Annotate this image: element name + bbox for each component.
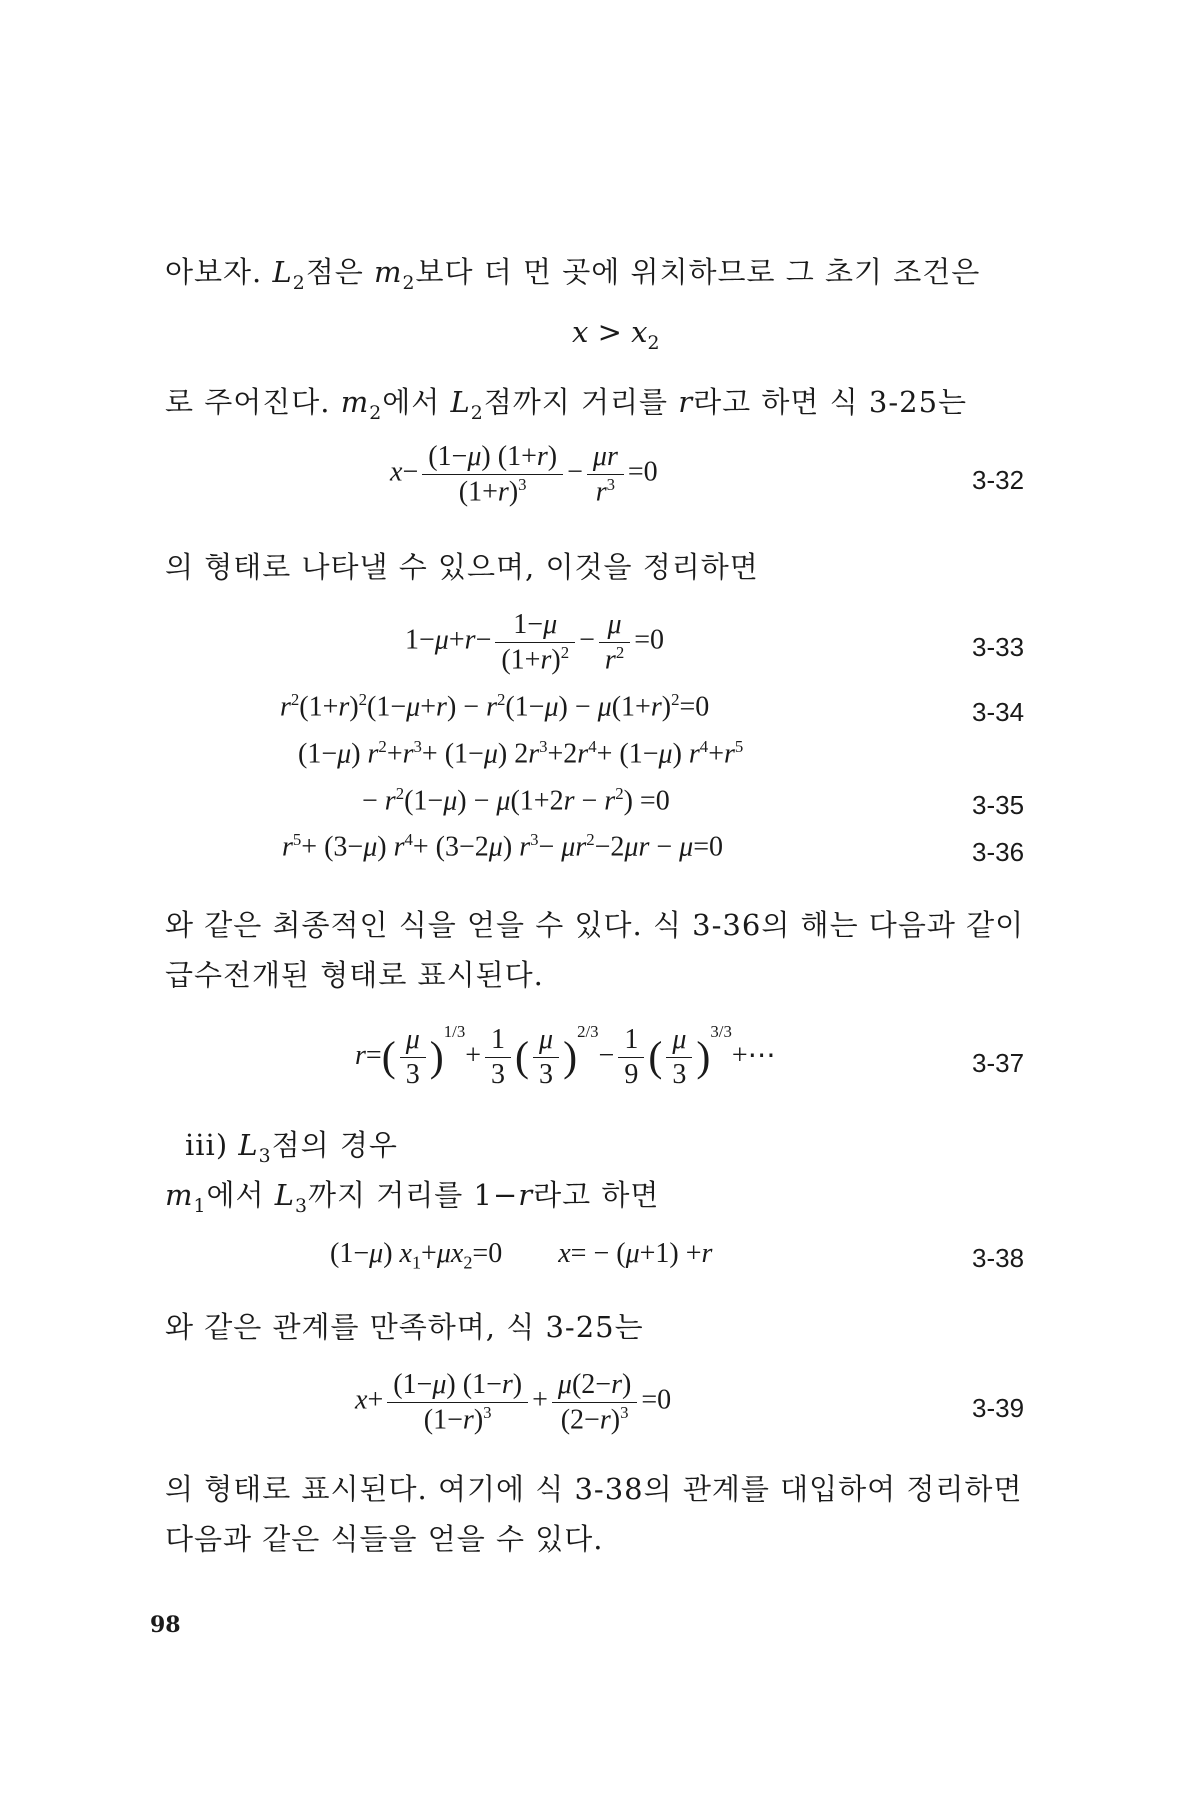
equation-3-38: (1−μ) $x_1+\mu x_2=0$ x= − (μ+1) +r (330, 1238, 713, 1273)
equation-number: 3-35 (972, 790, 1025, 820)
text-line-10: 다음과 같은 식들을 얻을 수 있다. (165, 1522, 604, 1556)
equation-3-32: x− $\frac{(1-\mu) (1+r)}{(1+r)^3}$ − $\frac{\mu r}{r^3}$ =0 (390, 441, 658, 507)
page-number: 98 (150, 1612, 181, 1638)
text-span: iii) (185, 1128, 239, 1162)
text-line-8: 와 같은 관계를 만족하며, 식 3-25는 (165, 1310, 644, 1344)
equation-number: 3-38 (972, 1243, 1025, 1273)
equation-3-36: $r^5+ (3-\mu)$ $r^4+ (3-2\mu)$ $r^3- \mu r^2-2\mu r - \mu=0$ (282, 830, 724, 863)
text-line-2: 로 주어진다. $m_2$에서 $L_2$점까지 거리를 r라고 하면 식 3-25는 (165, 385, 968, 424)
equation-3-33: 1−μ+r− $\frac{1-\mu}{(1+r)^2}$ − $\frac{\mu}{r^2}$ =0 (405, 609, 664, 675)
condition-equation: $x > x_2$ (572, 315, 660, 354)
text-span: 라고 하면 식 3-25는 (693, 385, 968, 419)
text-span: 로 주어진다. (165, 385, 341, 419)
equation-3-35-line-2: − $r^2(1-\mu) - \mu(1+2r - r^2) =0$ (362, 784, 670, 817)
text-span: 라고 하면 (533, 1178, 660, 1212)
text-span: 아보자. (165, 255, 273, 289)
equation-3-35-line-1: (1−μ) $r^2+r^3+ (1-\mu)$ $2r^3+2r^4+ (1-\mu)$ $r^4+r^5$ (298, 737, 744, 770)
text-span: 점은 (305, 255, 374, 289)
text-span: 까지 거리를 1− (308, 1178, 519, 1212)
equation-number: 3-34 (972, 697, 1025, 727)
text-span: 에서 (382, 385, 451, 419)
text-span: 점의 경우 (271, 1128, 398, 1162)
text-line-5: 급수전개된 형태로 표시된다. (165, 958, 544, 992)
text-line-3: 의 형태로 나타낼 수 있으며, 이것을 정리하면 (165, 550, 759, 584)
equation-number: 3-36 (972, 837, 1025, 867)
equation-number: 3-39 (972, 1393, 1025, 1423)
text-line-4: 와 같은 최종적인 식을 얻을 수 있다. 식 3-36의 해는 다음과 같이 (165, 908, 1025, 942)
equation-3-39: x+ $\frac{(1-\mu) (1-r)}{(1-r)^3}$ + $\frac{\mu(2-r)}{(2-r)^3}$ =0 (355, 1369, 672, 1435)
equation-number: 3-37 (972, 1048, 1025, 1078)
equation-number: 3-32 (972, 465, 1025, 495)
text-line-9: 의 형태로 표시된다. 여기에 식 3-38의 관계를 대입하여 정리하면 (165, 1472, 1023, 1506)
text-line-6: iii) $L_3$점의 경우 (185, 1128, 398, 1167)
text-span: 보다 더 먼 곳에 위치하므로 그 초기 조건은 (415, 255, 981, 289)
text-span: 점까지 거리를 (483, 385, 679, 419)
text-span: 에서 (206, 1178, 275, 1212)
equation-3-34: $r^2(1+r)^2(1-\mu+r) - r^2(1-\mu) - \mu(1+r)^2=0$ (280, 690, 710, 723)
text-line-1: 아보자. $L_2$점은 $m_2$보다 더 먼 곳에 위치하므로 그 초기 조건은 (165, 255, 981, 294)
equation-number: 3-33 (972, 632, 1025, 662)
text-line-7: $m_1$에서 $L_3$까지 거리를 1−r라고 하면 (165, 1178, 660, 1217)
equation-3-37: r=( $\frac{\mu}{3}$ )$^{1/3}$+ $\frac{1}{3}$ ( $\frac{\mu}{3}$ )$^{2/3}$− $\frac{1}{9}$ ( $\frac{\mu}{3}$ )$^{3/3}$+⋯ (355, 1022, 776, 1090)
